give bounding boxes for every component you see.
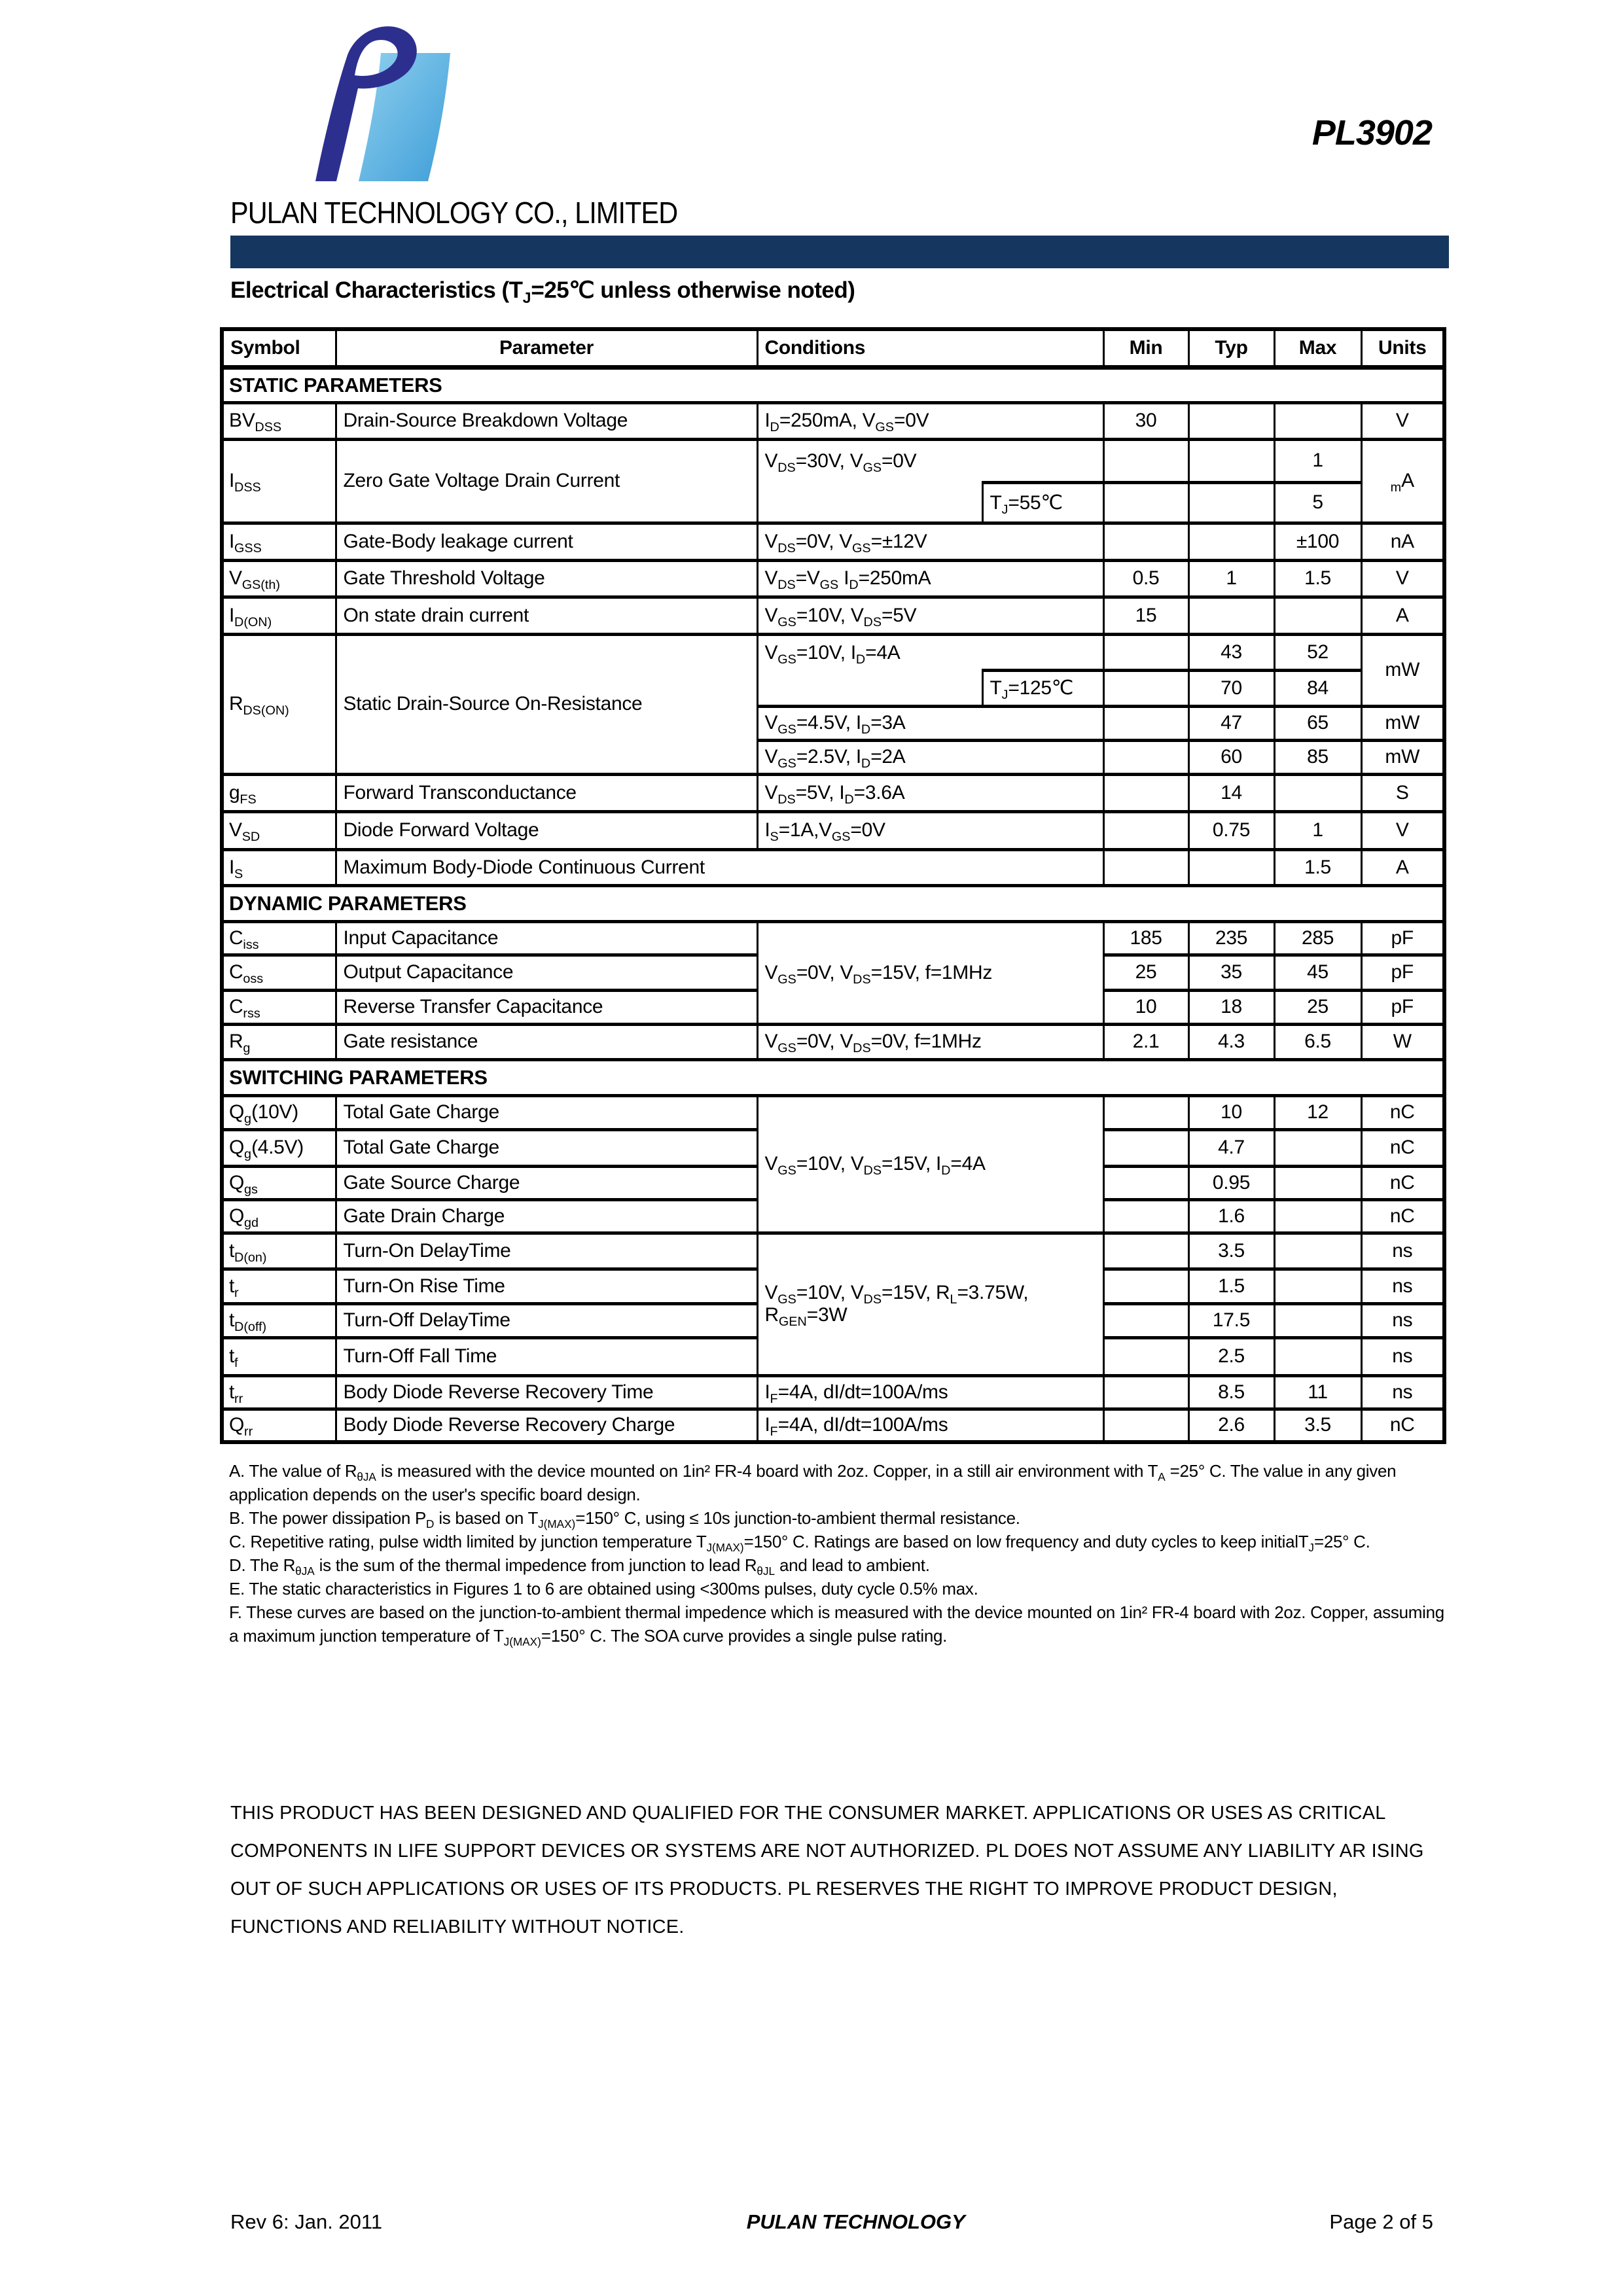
- value-cell: [1188, 849, 1274, 885]
- units-cell: nC: [1361, 1095, 1444, 1129]
- units-cell: A: [1361, 597, 1444, 634]
- symbol-cell: $V_{GS(th)}$: [222, 560, 336, 597]
- conditions-cell: $V_{GS}=2.5V$, $I_D=2A$: [757, 740, 1103, 774]
- symbol-cell: $Q_{gd}$: [222, 1199, 336, 1233]
- value-cell: [1103, 482, 1188, 523]
- section-header: STATIC PARAMETERS: [222, 367, 1444, 402]
- conditions-cell: $V_{GS}=0V$, $V_{DS}=0V$, f=1MHz: [757, 1024, 1103, 1059]
- symbol-cell: $Q_g(4.5V)$: [222, 1129, 336, 1166]
- footer-revision: Rev 6: Jan. 2011: [230, 2210, 383, 2233]
- value-cell: [1274, 1166, 1361, 1199]
- value-cell: 1: [1274, 439, 1361, 482]
- units-cell: V: [1361, 811, 1444, 849]
- parameter-cell: Gate Threshold Voltage: [336, 560, 757, 597]
- value-cell: 2.5: [1188, 1337, 1274, 1375]
- value-cell: 10: [1188, 1095, 1274, 1129]
- table-row: [222, 1409, 1444, 1442]
- conditions-cell: $T_J=125℃$: [982, 670, 1103, 706]
- symbol-cell: $t_{rr}$: [222, 1375, 336, 1409]
- value-cell: [1274, 774, 1361, 811]
- value-cell: [1103, 849, 1188, 885]
- table-row: [222, 523, 1444, 560]
- value-cell: 1.5: [1274, 560, 1361, 597]
- parameter-cell: Output Capacitance: [336, 955, 757, 990]
- product-code: PL3902: [1311, 113, 1432, 152]
- value-cell: [1274, 1233, 1361, 1269]
- conditions-cell: $I_D=250mA$, $V_{GS}=0V$: [757, 402, 1103, 439]
- parameter-cell: Gate Drain Charge: [336, 1199, 757, 1233]
- conditions-cell: $I_S=1A,V_{GS}=0V$: [757, 811, 1103, 849]
- units-cell: S: [1361, 774, 1444, 811]
- parameter-cell: Turn-On DelayTime: [336, 1233, 757, 1269]
- value-cell: [1274, 1129, 1361, 1166]
- pulan-logo: [281, 17, 497, 195]
- symbol-cell: $C_{oss}$: [222, 955, 336, 990]
- symbol-cell: $R_{DS(ON)}$: [222, 634, 336, 774]
- column-header: Min: [1103, 329, 1188, 367]
- value-cell: 18: [1188, 990, 1274, 1024]
- parameter-cell: Turn-On Rise Time: [336, 1269, 757, 1303]
- footer-company: PULAN TECHNOLOGY: [746, 2210, 965, 2233]
- value-cell: [1274, 402, 1361, 439]
- conditions-cell: $I_F=4A$, dI/dt=100A/ms: [757, 1409, 1103, 1442]
- value-cell: 3.5: [1188, 1233, 1274, 1269]
- value-cell: 3.5: [1274, 1409, 1361, 1442]
- company-name: PULAN TECHNOLOGY CO., LIMITED: [230, 196, 678, 230]
- table-row: [222, 1095, 1444, 1129]
- conditions-cell: $V_{DS}=30V$, $V_{GS}=0V$: [757, 439, 982, 482]
- table-row: [222, 1375, 1444, 1409]
- conditions-cell: $V_{GS}=10V$, $V_{DS}=5V$: [757, 597, 1103, 634]
- footer-page-number: Page 2 of 5: [1329, 2210, 1433, 2233]
- symbol-cell: $C_{rss}$: [222, 990, 336, 1024]
- spec-table-wrap: [220, 327, 1446, 1444]
- parameter-cell: Reverse Transfer Capacitance: [336, 990, 757, 1024]
- value-cell: 8.5: [1188, 1375, 1274, 1409]
- units-cell: $_m$A: [1361, 439, 1444, 523]
- parameter-cell: On state drain current: [336, 597, 757, 634]
- value-cell: 1.6: [1188, 1199, 1274, 1233]
- disclaimer-line: FUNCTIONS AND RELIABILITY WITHOUT NOTICE.: [230, 1916, 685, 1937]
- value-cell: 2.1: [1103, 1024, 1188, 1059]
- parameter-cell: Total Gate Charge: [336, 1095, 757, 1129]
- value-cell: ±100: [1274, 523, 1361, 560]
- spec-table-body: [222, 329, 1444, 1442]
- parameter-cell: Body Diode Reverse Recovery Charge: [336, 1409, 757, 1442]
- parameter-cell: Static Drain-Source On-Resistance: [336, 634, 757, 774]
- disclaimer-line: COMPONENTS IN LIFE SUPPORT DEVICES OR SYSTEMS ARE NOT AUTHORIZED. PL DOES NOT ASSUME ANY LIABILITY AR ISING: [230, 1841, 1424, 1862]
- value-cell: 15: [1103, 597, 1188, 634]
- symbol-cell: $t_r$: [222, 1269, 336, 1303]
- value-cell: 25: [1103, 955, 1188, 990]
- units-cell: V: [1361, 560, 1444, 597]
- value-cell: [1188, 597, 1274, 634]
- section-header: SWITCHING PARAMETERS: [222, 1059, 1444, 1095]
- value-cell: [1103, 1375, 1188, 1409]
- conditions-cell: $V_{GS}=10V$, $V_{DS}=15V$, $R_L=3.75W$, $R_{GEN}=3W$: [757, 1233, 1103, 1375]
- notes-block: [229, 1459, 1452, 1648]
- units-cell: nA: [1361, 523, 1444, 560]
- value-cell: [1274, 1199, 1361, 1233]
- value-cell: 0.75: [1188, 811, 1274, 849]
- value-cell: 11: [1274, 1375, 1361, 1409]
- value-cell: 0.95: [1188, 1166, 1274, 1199]
- symbol-cell: $C_{iss}$: [222, 921, 336, 955]
- note-e: E. The static characteristics in Figures 1 to 6 are obtained using <300ms pulses, duty cycle 0.5% max.: [229, 1579, 978, 1598]
- conditions-cell: $V_{GS}=4.5V$, $I_D=3A$: [757, 706, 1103, 740]
- table-row: [222, 1233, 1444, 1269]
- symbol-cell: $Q_{rr}$: [222, 1409, 336, 1442]
- table-row: [222, 774, 1444, 811]
- value-cell: 185: [1103, 921, 1188, 955]
- value-cell: [1274, 597, 1361, 634]
- value-cell: [1188, 482, 1274, 523]
- table-row: [222, 367, 1444, 402]
- units-cell: W: [1361, 1024, 1444, 1059]
- units-cell: A: [1361, 849, 1444, 885]
- value-cell: [1103, 439, 1188, 482]
- value-cell: [1103, 1199, 1188, 1233]
- page-title: Electrical Characteristics ($T_J=25℃$ unless otherwise noted): [230, 277, 855, 306]
- symbol-cell: $I_{DSS}$: [222, 439, 336, 523]
- value-cell: [1103, 1303, 1188, 1337]
- units-cell: pF: [1361, 955, 1444, 990]
- symbol-cell: $BV_{DSS}$: [222, 402, 336, 439]
- table-row: [222, 849, 1444, 885]
- section-header: DYNAMIC PARAMETERS: [222, 885, 1444, 921]
- conditions-cell: $V_{DS}=V_{GS}$ $I_D=250mA$: [757, 560, 1103, 597]
- value-cell: 65: [1274, 706, 1361, 740]
- value-cell: [1188, 402, 1274, 439]
- table-row: [222, 329, 1444, 367]
- parameter-cell: Body Diode Reverse Recovery Time: [336, 1375, 757, 1409]
- symbol-cell: $I_{D(ON)}$: [222, 597, 336, 634]
- units-cell: nC: [1361, 1409, 1444, 1442]
- parameter-cell: Turn-Off DelayTime: [336, 1303, 757, 1337]
- conditions-cell: $V_{GS}=10V$, $V_{DS}=15V$, $I_D=4A$: [757, 1095, 1103, 1233]
- value-cell: 60: [1188, 740, 1274, 774]
- units-cell: pF: [1361, 921, 1444, 955]
- value-cell: [1103, 670, 1188, 706]
- value-cell: [1188, 523, 1274, 560]
- units-cell: mW: [1361, 706, 1444, 740]
- conditions-cell: $V_{DS}=5V$, $I_D=3.6A$: [757, 774, 1103, 811]
- value-cell: 6.5: [1274, 1024, 1361, 1059]
- value-cell: 1.5: [1188, 1269, 1274, 1303]
- column-header: Parameter: [336, 329, 757, 367]
- column-header: Symbol: [222, 329, 336, 367]
- symbol-cell: $Q_g(10V)$: [222, 1095, 336, 1129]
- disclaimer-block: [230, 1794, 1428, 1946]
- value-cell: 0.5: [1103, 560, 1188, 597]
- units-cell: mW: [1361, 740, 1444, 774]
- spec-table: [220, 327, 1446, 1444]
- value-cell: [1103, 523, 1188, 560]
- column-header: Typ: [1188, 329, 1274, 367]
- parameter-cell: Turn-Off Fall Time: [336, 1337, 757, 1375]
- symbol-cell: $I_S$: [222, 849, 336, 885]
- conditions-cell: [757, 670, 982, 706]
- conditions-cell: $V_{GS}=0V$, $V_{DS}=15V$, f=1MHz: [757, 921, 1103, 1024]
- units-cell: ns: [1361, 1303, 1444, 1337]
- column-header: Conditions: [757, 329, 1103, 367]
- units-cell: ns: [1361, 1337, 1444, 1375]
- value-cell: 52: [1274, 634, 1361, 670]
- value-cell: [1103, 774, 1188, 811]
- value-cell: [1103, 1129, 1188, 1166]
- value-cell: 2.6: [1188, 1409, 1274, 1442]
- note-b: B. The power dissipation $P_D$ is based on $T_{J(MAX)}=150^\circ$ C, using ≤ 10s junction-to-ambient thermal resistance.: [229, 1508, 1020, 1531]
- parameter-cell: Gate Source Charge: [336, 1166, 757, 1199]
- disclaimer-line: OUT OF SUCH APPLICATIONS OR USES OF ITS PRODUCTS. PL RESERVES THE RIGHT TO IMPROVE PRODUCT DESIGN,: [230, 1879, 1338, 1899]
- table-row: [222, 1059, 1444, 1095]
- value-cell: [1274, 1303, 1361, 1337]
- value-cell: [1103, 1337, 1188, 1375]
- symbol-cell: $t_{D(off)}$: [222, 1303, 336, 1337]
- value-cell: [1103, 1166, 1188, 1199]
- value-cell: [1103, 740, 1188, 774]
- units-cell: nC: [1361, 1129, 1444, 1166]
- units-cell: nC: [1361, 1166, 1444, 1199]
- table-row: [222, 560, 1444, 597]
- parameter-cell: Input Capacitance: [336, 921, 757, 955]
- symbol-cell: $V_{SD}$: [222, 811, 336, 849]
- value-cell: 47: [1188, 706, 1274, 740]
- parameter-cell: Maximum Body-Diode Continuous Current: [336, 849, 1103, 885]
- conditions-cell: $I_F=4A$, dI/dt=100A/ms: [757, 1375, 1103, 1409]
- parameter-cell: Diode Forward Voltage: [336, 811, 757, 849]
- value-cell: [1274, 1269, 1361, 1303]
- note-a: A. The value of $R_{\theta JA}$ is measured with the device mounted on 1in² FR-4 board with 2oz. Copper, in a still air environment with $T_A =25^\circ$ C. The value in any given application depends on the user's specific board design.: [229, 1461, 1397, 1504]
- symbol-cell: $t_{D(on)}$: [222, 1233, 336, 1269]
- symbol-cell: $g_{FS}$: [222, 774, 336, 811]
- value-cell: 85: [1274, 740, 1361, 774]
- table-row: [222, 597, 1444, 634]
- value-cell: 10: [1103, 990, 1188, 1024]
- table-row: [222, 634, 1444, 670]
- column-header: Max: [1274, 329, 1361, 367]
- value-cell: [1103, 1233, 1188, 1269]
- value-cell: [1103, 811, 1188, 849]
- conditions-cell: [982, 634, 1103, 670]
- conditions-cell: $T_J=55℃$: [982, 482, 1103, 523]
- parameter-cell: Gate resistance: [336, 1024, 757, 1059]
- parameter-cell: Zero Gate Voltage Drain Current: [336, 439, 757, 523]
- conditions-cell: [757, 482, 982, 523]
- value-cell: [1103, 1409, 1188, 1442]
- symbol-cell: $I_{GSS}$: [222, 523, 336, 560]
- note-d: D. The $R_{\theta JA}$ is the sum of the thermal impedence from junction to lead $R_{\theta JL}$ and lead to ambient.: [229, 1555, 930, 1578]
- units-cell: ns: [1361, 1269, 1444, 1303]
- value-cell: [1103, 1269, 1188, 1303]
- value-cell: 4.3: [1188, 1024, 1274, 1059]
- parameter-cell: Gate-Body leakage current: [336, 523, 757, 560]
- units-cell: nC: [1361, 1199, 1444, 1233]
- value-cell: 1: [1274, 811, 1361, 849]
- value-cell: [1274, 1337, 1361, 1375]
- value-cell: 35: [1188, 955, 1274, 990]
- symbol-cell: $Q_{gs}$: [222, 1166, 336, 1199]
- value-cell: 70: [1188, 670, 1274, 706]
- value-cell: 30: [1103, 402, 1188, 439]
- table-row: [222, 1024, 1444, 1059]
- table-row: [222, 402, 1444, 439]
- units-cell: mW: [1361, 634, 1444, 706]
- value-cell: 14: [1188, 774, 1274, 811]
- value-cell: 45: [1274, 955, 1361, 990]
- value-cell: 43: [1188, 634, 1274, 670]
- note-c: C. Repetitive rating, pulse width limited by junction temperature $T_{J(MAX)}=150^\circ$ C. Ratings are based on low frequency and duty cycles to keep initialT$_J$=25° C.: [229, 1532, 1370, 1555]
- value-cell: 17.5: [1188, 1303, 1274, 1337]
- header-divider-bar: [230, 236, 1449, 268]
- value-cell: 12: [1274, 1095, 1361, 1129]
- parameter-cell: Forward Transconductance: [336, 774, 757, 811]
- value-cell: 25: [1274, 990, 1361, 1024]
- value-cell: 285: [1274, 921, 1361, 955]
- value-cell: 1: [1188, 560, 1274, 597]
- units-cell: ns: [1361, 1375, 1444, 1409]
- conditions-cell: $V_{DS}=0V$, $V_{GS}=\pm 12V$: [757, 523, 1103, 560]
- units-cell: ns: [1361, 1233, 1444, 1269]
- column-header: Units: [1361, 329, 1444, 367]
- value-cell: [1103, 1095, 1188, 1129]
- value-cell: [1103, 634, 1188, 670]
- table-row: [222, 921, 1444, 955]
- conditions-cell: [982, 439, 1103, 482]
- parameter-cell: Drain-Source Breakdown Voltage: [336, 402, 757, 439]
- page-footer: [230, 2210, 1433, 2234]
- value-cell: [1188, 439, 1274, 482]
- units-cell: V: [1361, 402, 1444, 439]
- parameter-cell: Total Gate Charge: [336, 1129, 757, 1166]
- conditions-cell: $V_{GS}=10V$, $I_D=4A$: [757, 634, 982, 670]
- table-row: [222, 439, 1444, 482]
- value-cell: [1103, 706, 1188, 740]
- note-f: F. These curves are based on the junction-to-ambient thermal impedence which is measured with the device mounted on 1in² FR-4 board with 2oz. Copper, assuming a maximum junction temperature of $T_{J(MAX)}=150^\circ$ C. The SOA curve provides a single pulse rating.: [229, 1602, 1444, 1649]
- value-cell: 4.7: [1188, 1129, 1274, 1166]
- value-cell: 84: [1274, 670, 1361, 706]
- disclaimer-line: THIS PRODUCT HAS BEEN DESIGNED AND QUALIFIED FOR THE CONSUMER MARKET. APPLICATIONS OR USES AS CRITICAL: [230, 1803, 1386, 1824]
- symbol-cell: $R_g$: [222, 1024, 336, 1059]
- symbol-cell: $t_f$: [222, 1337, 336, 1375]
- table-row: [222, 811, 1444, 849]
- table-row: [222, 885, 1444, 921]
- value-cell: 5: [1274, 482, 1361, 523]
- value-cell: 235: [1188, 921, 1274, 955]
- units-cell: pF: [1361, 990, 1444, 1024]
- value-cell: 1.5: [1274, 849, 1361, 885]
